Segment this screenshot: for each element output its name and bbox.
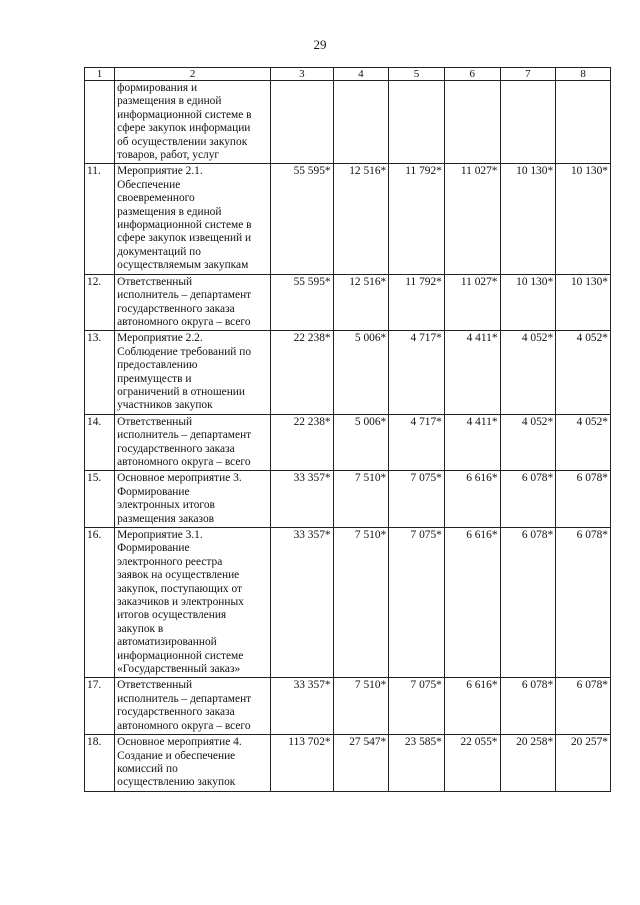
- row-description: Мероприятие 2.2. Соблюдение требований по предоставлению преимуществ и ограничений в отношении участников закупок: [115, 331, 271, 414]
- row-number: 12.: [85, 274, 115, 331]
- value-cell: 4 052*: [556, 331, 611, 414]
- value-cell: 6 616*: [444, 471, 500, 528]
- value-cell: 4 717*: [389, 414, 445, 471]
- value-cell: 33 357*: [271, 471, 333, 528]
- value-cell: 4 052*: [556, 414, 611, 471]
- column-header-row: [85, 68, 611, 81]
- value-cell: 7 075*: [389, 678, 445, 735]
- table-row: [85, 528, 611, 678]
- value-cell: 12 516*: [333, 164, 389, 274]
- column-header: 3: [271, 68, 333, 81]
- row-description: формирования и размещения в единой информационной системе в сфере закупок информации об осуществлении закупок товаров, работ, услуг: [115, 81, 271, 164]
- table-row: [85, 414, 611, 471]
- value-cell: 11 792*: [389, 274, 445, 331]
- table-row: [85, 274, 611, 331]
- row-description: Ответственный исполнитель – департамент государственного заказа автономного округа – всего: [115, 274, 271, 331]
- value-cell: 7 075*: [389, 471, 445, 528]
- row-number: 18.: [85, 735, 115, 792]
- value-cell: 11 027*: [444, 274, 500, 331]
- value-cell: 4 411*: [444, 331, 500, 414]
- value-cell: 6 078*: [500, 471, 556, 528]
- column-header: 6: [444, 68, 500, 81]
- row-description: Мероприятие 3.1. Формирование электронного реестра заявок на осуществление закупок, поступающих от заказчиков и электронных итогов осуществления закупок в автоматизированной информационной системе «Государственный заказ»: [115, 528, 271, 678]
- value-cell: 7 510*: [333, 471, 389, 528]
- program-table: [84, 67, 611, 792]
- value-cell: 10 130*: [556, 164, 611, 274]
- row-description: Основное мероприятие 4. Создание и обеспечение комиссий по осуществлению закупок: [115, 735, 271, 792]
- page-number: 29: [313, 37, 327, 52]
- value-cell: 11 027*: [444, 164, 500, 274]
- value-cell: [333, 81, 389, 164]
- value-cell: 23 585*: [389, 735, 445, 792]
- value-cell: 10 130*: [556, 274, 611, 331]
- value-cell: [271, 81, 333, 164]
- value-cell: 4 411*: [444, 414, 500, 471]
- row-description: Ответственный исполнитель – департамент государственного заказа автономного округа – всего: [115, 414, 271, 471]
- value-cell: 55 595*: [271, 274, 333, 331]
- row-number: 17.: [85, 678, 115, 735]
- table-row: [85, 735, 611, 792]
- column-header: 8: [556, 68, 611, 81]
- value-cell: 6 078*: [500, 678, 556, 735]
- table-row: [85, 331, 611, 414]
- value-cell: 12 516*: [333, 274, 389, 331]
- row-number: 13.: [85, 331, 115, 414]
- value-cell: 10 130*: [500, 274, 556, 331]
- value-cell: 33 357*: [271, 528, 333, 678]
- value-cell: 7 510*: [333, 528, 389, 678]
- value-cell: 22 238*: [271, 414, 333, 471]
- value-cell: 4 717*: [389, 331, 445, 414]
- value-cell: 22 238*: [271, 331, 333, 414]
- table-row: [85, 164, 611, 274]
- column-header: 4: [333, 68, 389, 81]
- value-cell: 10 130*: [500, 164, 556, 274]
- value-cell: 6 616*: [444, 528, 500, 678]
- row-number: 15.: [85, 471, 115, 528]
- value-cell: 113 702*: [271, 735, 333, 792]
- value-cell: [556, 81, 611, 164]
- value-cell: [444, 81, 500, 164]
- value-cell: 33 357*: [271, 678, 333, 735]
- column-header: 7: [500, 68, 556, 81]
- column-header: 2: [115, 68, 271, 81]
- table-row: [85, 81, 611, 164]
- value-cell: 6 078*: [556, 678, 611, 735]
- value-cell: 22 055*: [444, 735, 500, 792]
- value-cell: 20 257*: [556, 735, 611, 792]
- value-cell: 6 078*: [556, 528, 611, 678]
- value-cell: 6 078*: [500, 528, 556, 678]
- value-cell: 6 616*: [444, 678, 500, 735]
- row-description: Ответственный исполнитель – департамент государственного заказа автономного округа – всего: [115, 678, 271, 735]
- table-row: [85, 678, 611, 735]
- row-number: [85, 81, 115, 164]
- value-cell: 5 006*: [333, 331, 389, 414]
- value-cell: [389, 81, 445, 164]
- value-cell: 55 595*: [271, 164, 333, 274]
- row-description: Основное мероприятие 3. Формирование электронных итогов размещения заказов: [115, 471, 271, 528]
- row-number: 11.: [85, 164, 115, 274]
- value-cell: 4 052*: [500, 414, 556, 471]
- value-cell: 4 052*: [500, 331, 556, 414]
- row-number: 16.: [85, 528, 115, 678]
- value-cell: 20 258*: [500, 735, 556, 792]
- value-cell: 11 792*: [389, 164, 445, 274]
- value-cell: 7 075*: [389, 528, 445, 678]
- value-cell: 27 547*: [333, 735, 389, 792]
- value-cell: 6 078*: [556, 471, 611, 528]
- row-description: Мероприятие 2.1. Обеспечение своевременного размещения в единой информационной системе в сфере закупок извещений и документаций по осуществляемым закупкам: [115, 164, 271, 274]
- column-header: 5: [389, 68, 445, 81]
- column-header: 1: [85, 68, 115, 81]
- table-row: [85, 471, 611, 528]
- value-cell: 5 006*: [333, 414, 389, 471]
- value-cell: [500, 81, 556, 164]
- row-number: 14.: [85, 414, 115, 471]
- value-cell: 7 510*: [333, 678, 389, 735]
